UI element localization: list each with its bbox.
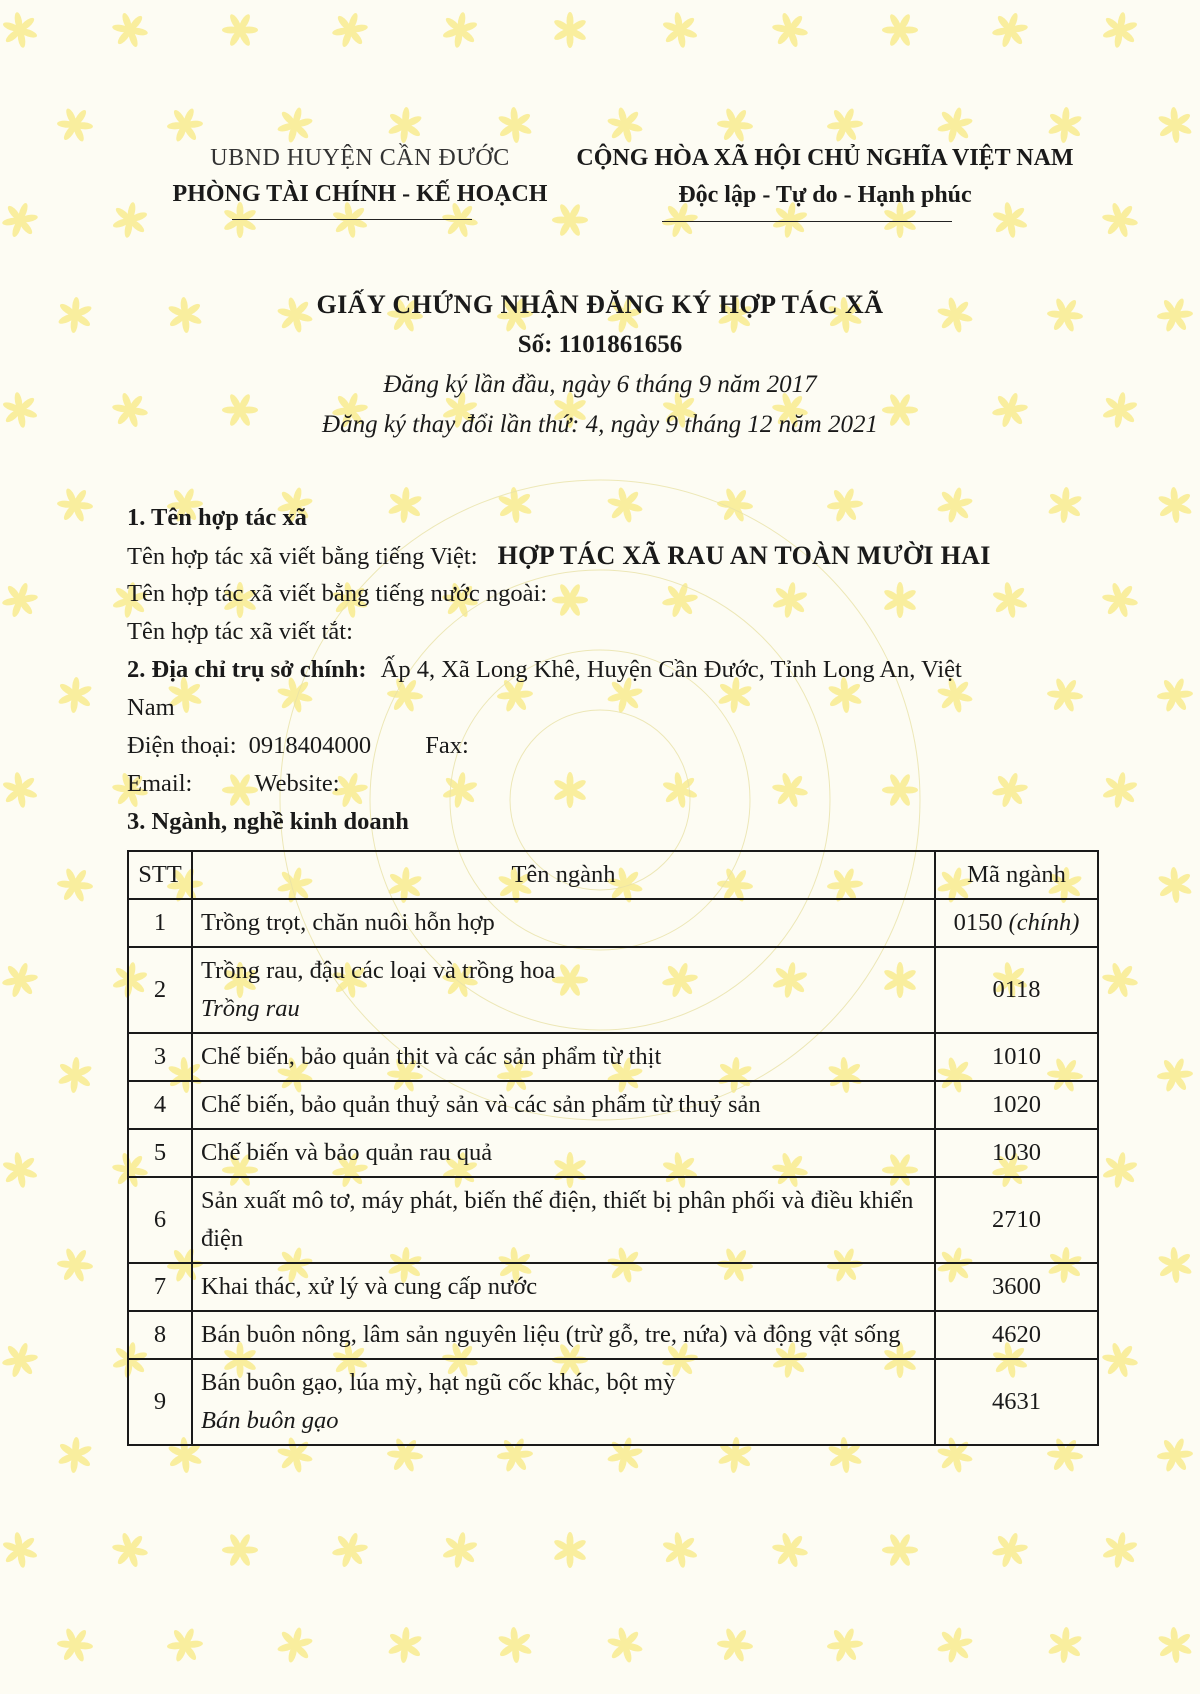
row-code-cell — [935, 1129, 1098, 1177]
row-code: 2710 — [992, 1206, 1041, 1233]
row-name-cell — [192, 1033, 935, 1081]
address-label: 2. Địa chỉ trụ sở chính: — [127, 656, 367, 683]
row-code-cell — [935, 1177, 1098, 1263]
row-name: Sản xuất mô tơ, máy phát, biến thế điện, thiết bị phân phối và điều khiển điện — [201, 1187, 914, 1252]
email-label: Email: — [127, 770, 193, 797]
row-subname: Trồng rau — [201, 995, 300, 1022]
row-name: Khai thác, xử lý và cung cấp nước — [201, 1273, 538, 1300]
row-name: Chế biến và bảo quản rau quả — [201, 1139, 493, 1166]
row-stt: 7 — [128, 1263, 192, 1311]
row-code-cell — [935, 1263, 1098, 1311]
vn-name-row — [127, 538, 991, 575]
business-lines-table — [127, 850, 1099, 1446]
row-code: 1020 — [992, 1091, 1041, 1118]
row-name: Chế biến, bảo quản thuỷ sản và các sản phẩm từ thuỷ sản — [201, 1091, 761, 1118]
row-name-cell — [192, 1311, 935, 1359]
fax-label: Fax: — [425, 732, 469, 759]
row-code-cell — [935, 1311, 1098, 1359]
row-name-cell — [192, 899, 935, 947]
first-registration-date: Đăng ký lần đầu, ngày 6 tháng 9 năm 2017 — [383, 371, 817, 398]
row-code-note: (chính) — [1008, 909, 1080, 936]
foreign-name-label: Tên hợp tác xã viết bằng tiếng nước ngoài: — [127, 580, 548, 607]
table-row — [128, 899, 1098, 947]
row-code-cell — [935, 947, 1098, 1033]
row-name-cell — [192, 1081, 935, 1129]
row-stt: 6 — [128, 1177, 192, 1263]
table-row — [128, 1081, 1098, 1129]
row-code-cell — [935, 899, 1098, 947]
motto-underline — [662, 221, 952, 222]
table-body — [128, 899, 1098, 1445]
change-registration-date: Đăng ký thay đổi lần thứ: 4, ngày 9 tháng 12 năm 2021 — [322, 411, 878, 438]
row-stt: 3 — [128, 1033, 192, 1081]
address-value-line1: Ấp 4, Xã Long Khê, Huyện Cần Đước, Tỉnh Long An, Việt — [380, 656, 962, 683]
website-label: Website: — [254, 770, 340, 797]
row-name-cell — [192, 1263, 935, 1311]
vn-name-label: Tên hợp tác xã viết bằng tiếng Việt: — [127, 543, 478, 570]
address-value-line2: Nam — [127, 694, 175, 721]
row-code-cell — [935, 1359, 1098, 1445]
table-row — [128, 1177, 1098, 1263]
row-name-cell — [192, 1359, 935, 1445]
row-name-cell — [192, 1129, 935, 1177]
table-header-row — [128, 851, 1098, 899]
short-name-label: Tên hợp tác xã viết tắt: — [127, 618, 353, 645]
phone-value: 0918404000 — [248, 732, 372, 759]
row-name-cell — [192, 947, 935, 1033]
nation-name: CỘNG HÒA XÃ HỘI CHỦ NGHĨA VIỆT NAM — [576, 145, 1074, 171]
table-row — [128, 1311, 1098, 1359]
row-subname: Bán buôn gạo — [201, 1407, 339, 1434]
row-stt: 9 — [128, 1359, 192, 1445]
national-motto: Độc lập - Tự do - Hạnh phúc — [678, 182, 972, 208]
column-header-code: Mã ngành — [935, 851, 1098, 899]
row-stt: 2 — [128, 947, 192, 1033]
vn-name-value: HỢP TÁC XÃ RAU AN TOÀN MƯỜI HAI — [497, 541, 991, 570]
row-stt: 8 — [128, 1311, 192, 1359]
column-header-stt: STT — [128, 851, 192, 899]
row-code-cell — [935, 1033, 1098, 1081]
row-code: 4631 — [992, 1388, 1041, 1415]
row-stt: 5 — [128, 1129, 192, 1177]
row-code: 0118 — [992, 976, 1041, 1003]
row-name: Trồng rau, đậu các loại và trồng hoa — [201, 957, 556, 984]
row-code: 4620 — [992, 1321, 1041, 1348]
row-code-cell — [935, 1081, 1098, 1129]
table-row — [128, 1263, 1098, 1311]
table-row — [128, 1033, 1098, 1081]
row-name: Trồng trọt, chăn nuôi hỗn hợp — [201, 909, 495, 936]
row-stt: 1 — [128, 899, 192, 947]
department-name: PHÒNG TÀI CHÍNH - KẾ HOẠCH — [172, 181, 548, 207]
row-code: 1030 — [992, 1139, 1041, 1166]
table-row — [128, 1359, 1098, 1445]
row-name-cell — [192, 1177, 935, 1263]
issuing-authority — [150, 140, 570, 212]
address-row — [127, 652, 962, 688]
table-row — [128, 947, 1098, 1033]
column-header-name: Tên ngành — [192, 851, 935, 899]
contact-row — [127, 728, 469, 764]
row-name: Chế biến, bảo quản thịt và các sản phẩm từ thịt — [201, 1043, 662, 1070]
email-row — [127, 766, 340, 802]
certificate-number: Số: 1101861656 — [517, 331, 683, 358]
certificate-title: GIẤY CHỨNG NHẬN ĐĂNG KÝ HỢP TÁC XÃ — [316, 290, 884, 319]
phone-label: Điện thoại: — [127, 732, 237, 759]
authority-underline — [232, 219, 472, 220]
row-name: Bán buôn gạo, lúa mỳ, hạt ngũ cốc khác, bột mỳ — [201, 1369, 676, 1396]
section1-heading: 1. Tên hợp tác xã — [127, 504, 307, 531]
row-stt: 4 — [128, 1081, 192, 1129]
section3-heading: 3. Ngành, nghề kinh doanh — [127, 808, 409, 835]
agency-name: UBND HUYỆN CẦN ĐƯỚC — [210, 145, 510, 171]
table-row — [128, 1129, 1098, 1177]
row-code: 3600 — [992, 1273, 1041, 1300]
national-heading — [575, 140, 1075, 214]
row-name: Bán buôn nông, lâm sản nguyên liệu (trừ gỗ, tre, nứa) và động vật sống — [201, 1321, 901, 1348]
row-code: 1010 — [992, 1043, 1041, 1070]
certificate-title-block — [0, 285, 1200, 445]
row-code: 0150 — [953, 909, 1003, 936]
